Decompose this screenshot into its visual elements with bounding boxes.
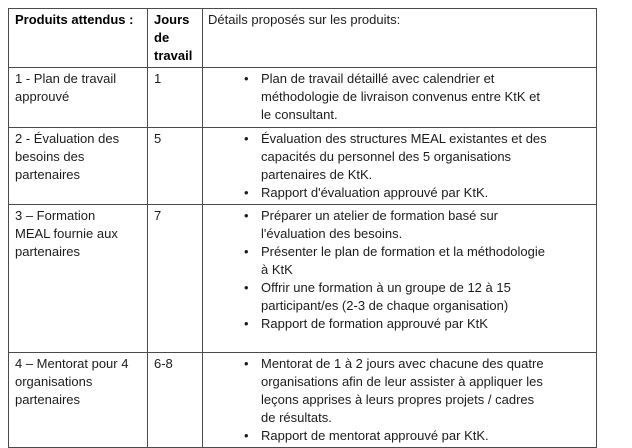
bullet-icon: •	[244, 280, 249, 295]
bullet-item	[203, 279, 596, 315]
bullet-item	[203, 315, 596, 333]
table-header-row	[9, 9, 597, 68]
details-cell	[203, 68, 597, 128]
details-cell	[203, 353, 597, 448]
bullet-text: Rapport de mentorat approuvé par KtK.	[261, 428, 489, 443]
deliverables-table-body	[9, 68, 597, 448]
bullet-icon: •	[244, 316, 249, 331]
bullet-item	[203, 427, 596, 445]
bullet-item	[203, 355, 596, 427]
bullet-item	[203, 207, 596, 243]
product-cell: 4 – Mentorat pour 4 organisations partenaires	[9, 353, 148, 448]
bullet-text: Mentorat de 1 à 2 jours avec chacune des quatre organisations afin de leur assister à appliquer les leçons apprises à leurs propres projets / cadres de résultats.	[261, 356, 544, 425]
product-cell: 3 – Formation MEAL fournie aux partenaires	[9, 205, 148, 353]
bullet-icon: •	[244, 71, 249, 86]
bullet-icon: •	[244, 244, 249, 259]
bullet-text: Rapport de formation approuvé par KtK	[261, 316, 488, 331]
table-row	[9, 68, 597, 128]
table-row	[9, 205, 597, 353]
header-produits-attendus: Produits attendus :	[9, 9, 148, 68]
days-cell: 1	[148, 68, 203, 128]
bullet-item	[203, 184, 596, 202]
bullet-icon: •	[244, 185, 249, 200]
details-cell	[203, 205, 597, 353]
product-cell: 2 - Évaluation des besoins des partenaires	[9, 128, 148, 205]
table-row	[9, 353, 597, 448]
bullet-text: Plan de travail détaillé avec calendrier et méthodologie de livraison convenus entre KtK et le consultant.	[261, 71, 540, 122]
bullet-item	[203, 70, 596, 124]
details-cell	[203, 128, 597, 205]
days-cell: 6-8	[148, 353, 203, 448]
product-cell: 1 - Plan de travail approuvé	[9, 68, 148, 128]
header-jours-de-travail: Jours de travail	[148, 9, 203, 68]
bullet-text: Offrir une formation à un groupe de 12 à 15 participant/es (2-3 de chaque organisation)	[261, 280, 511, 313]
bullet-icon: •	[244, 356, 249, 371]
bullet-text: Rapport d'évaluation approuvé par KtK.	[261, 185, 489, 200]
bullet-item	[203, 130, 596, 184]
bullet-icon: •	[244, 208, 249, 223]
days-cell: 7	[148, 205, 203, 353]
table-row	[9, 128, 597, 205]
bullet-text: Préparer un atelier de formation basé sur l'évaluation des besoins.	[261, 208, 499, 241]
bullet-icon: •	[244, 131, 249, 146]
bullet-item	[203, 243, 596, 279]
bullet-text: Évaluation des structures MEAL existantes et des capacités du personnel des 5 organisations partenaires de KtK.	[261, 131, 547, 182]
header-details-proposes: Détails proposés sur les produits:	[203, 9, 597, 68]
days-cell: 5	[148, 128, 203, 205]
deliverables-table	[8, 8, 597, 448]
bullet-icon: •	[244, 428, 249, 443]
bullet-text: Présenter le plan de formation et la méthodologie à KtK	[261, 244, 546, 277]
